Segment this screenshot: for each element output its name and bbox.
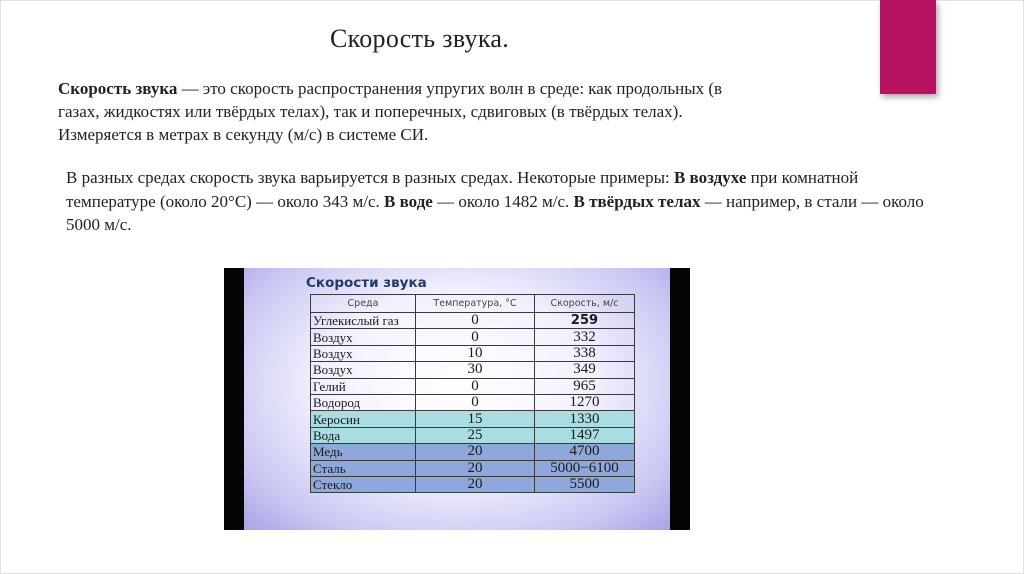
table-row [311,362,635,378]
table-header-row [311,295,635,313]
header-temperature: Температура, °С [416,295,535,313]
definition-paragraph [58,77,758,146]
slide-title: Скорость звука. [330,24,509,53]
cell-speed: 1270 [535,394,635,410]
cell-speed: 4700 [535,444,635,460]
definition-term: Скорость звука [58,79,178,98]
sound-speed-table-image [224,268,690,530]
cell-temperature: 10 [416,345,535,361]
table-row [311,460,635,476]
cell-medium: Медь [311,444,416,460]
table-row [311,411,635,427]
cell-speed: 5000−6100 [535,460,635,476]
table-screen [244,268,670,530]
cell-medium: Водород [311,394,416,410]
table-row [311,427,635,443]
header-speed: Скорость, м/с [535,295,635,313]
cell-speed: 965 [535,378,635,394]
cell-speed: 349 [535,362,635,378]
cell-temperature: 20 [416,460,535,476]
cell-temperature: 15 [416,411,535,427]
cell-speed: 5500 [535,476,635,492]
accent-bar [880,0,936,94]
cell-medium: Вода [311,427,416,443]
cell-medium: Керосин [311,411,416,427]
table-row [311,476,635,492]
cell-medium: Воздух [311,362,416,378]
cell-temperature: 30 [416,362,535,378]
cell-temperature: 0 [416,394,535,410]
examples-paragraph [66,166,926,237]
examples-text-1: В разных средах скорость звука варьируется в разных средах. Некоторые примеры: [66,168,674,187]
cell-medium: Стекло [311,476,416,492]
cell-temperature: 20 [416,476,535,492]
examples-bold-water: В воде [384,191,433,211]
examples-bold-air: В воздухе [673,168,747,187]
header-medium: Среда [311,295,416,313]
cell-speed: 1330 [535,411,635,427]
cell-speed: 259 [535,313,635,329]
sound-speed-table [310,294,635,493]
examples-text-3: — около 1482 м/с. [432,191,574,211]
table-row [311,329,635,345]
table-row [311,394,635,410]
cell-temperature: 0 [416,313,535,329]
table-row [311,313,635,329]
examples-bold-solids: В твёрдых телах [573,191,701,211]
cell-speed: 1497 [535,427,635,443]
table-row [311,345,635,361]
examples-text-4: — например, в стали — около 5000 м/с. [66,191,924,234]
cell-medium: Воздух [311,329,416,345]
examples-text-2: при комнатной температуре (около 20°C) — около 343 м/с. [66,168,859,211]
cell-temperature: 20 [416,444,535,460]
cell-medium: Гелий [311,378,416,394]
table-row [311,444,635,460]
definition-text: — это скорость распространения упругих волн в среде: как продольных (в газах, жидкостях или твёрдых телах), так и поперечных, сдвиговых (в твёрдых телах). Измеряется в метрах в секунду (м/с) в системе СИ. [58,79,723,144]
cell-speed: 338 [535,345,635,361]
cell-medium: Воздух [311,345,416,361]
table-row [311,378,635,394]
table-title: Скорости звука [306,275,427,291]
cell-temperature: 25 [416,427,535,443]
cell-medium: Углекислый газ [311,313,416,329]
cell-speed: 332 [535,329,635,345]
cell-medium: Сталь [311,460,416,476]
cell-temperature: 0 [416,378,535,394]
cell-temperature: 0 [416,329,535,345]
